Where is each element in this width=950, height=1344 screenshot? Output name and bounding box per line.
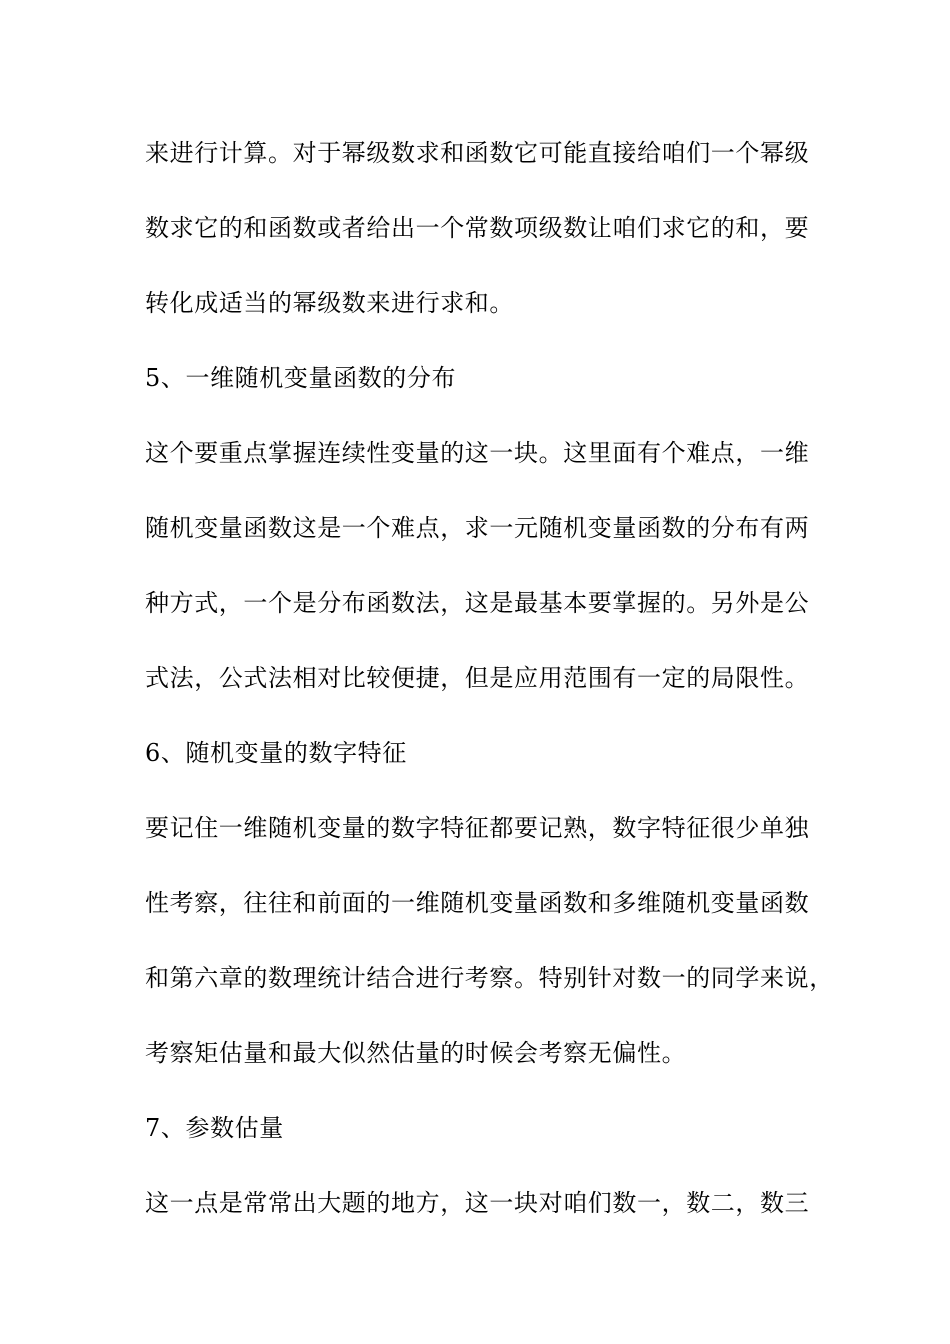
section-heading: 7、参数估量 — [145, 1114, 284, 1142]
section-heading: 6、随机变量的数字特征 — [145, 739, 407, 767]
paragraph-line: 这一点是常常出大题的地方，这一块对咱们数一，数二，数三 — [145, 1189, 810, 1217]
paragraph-line: 要记住一维随机变量的数字特征都要记熟，数字特征很少单独 — [145, 814, 810, 842]
paragraph-line: 种方式，一个是分布函数法，这是最基本要掌握的。另外是公 — [145, 589, 810, 617]
section-heading: 5、一维随机变量函数的分布 — [145, 364, 457, 392]
paragraph-line: 这个要重点掌握连续性变量的这一块。这里面有个难点，一维 — [145, 439, 810, 467]
paragraph-line: 式法，公式法相对比较便捷，但是应用范围有一定的局限性。 — [145, 664, 810, 692]
paragraph-line: 转化成适当的幂级数来进行求和。 — [145, 289, 514, 317]
paragraph-line: 数求它的和函数或者给出一个常数项级数让咱们求它的和，要 — [145, 214, 810, 242]
paragraph-line: 性考察，往往和前面的一维随机变量函数和多维随机变量函数 — [145, 889, 810, 917]
paragraph-line: 和第六章的数理统计结合进行考察。特别针对数一的同学来说， — [145, 964, 834, 992]
paragraph-line: 随机变量函数这是一个难点，求一元随机变量函数的分布有两 — [145, 514, 810, 542]
paragraph-line: 考察矩估量和最大似然估量的时候会考察无偏性。 — [145, 1039, 687, 1067]
paragraph-line: 来进行计算。对于幂级数求和函数它可能直接给咱们一个幂级 — [145, 139, 810, 167]
